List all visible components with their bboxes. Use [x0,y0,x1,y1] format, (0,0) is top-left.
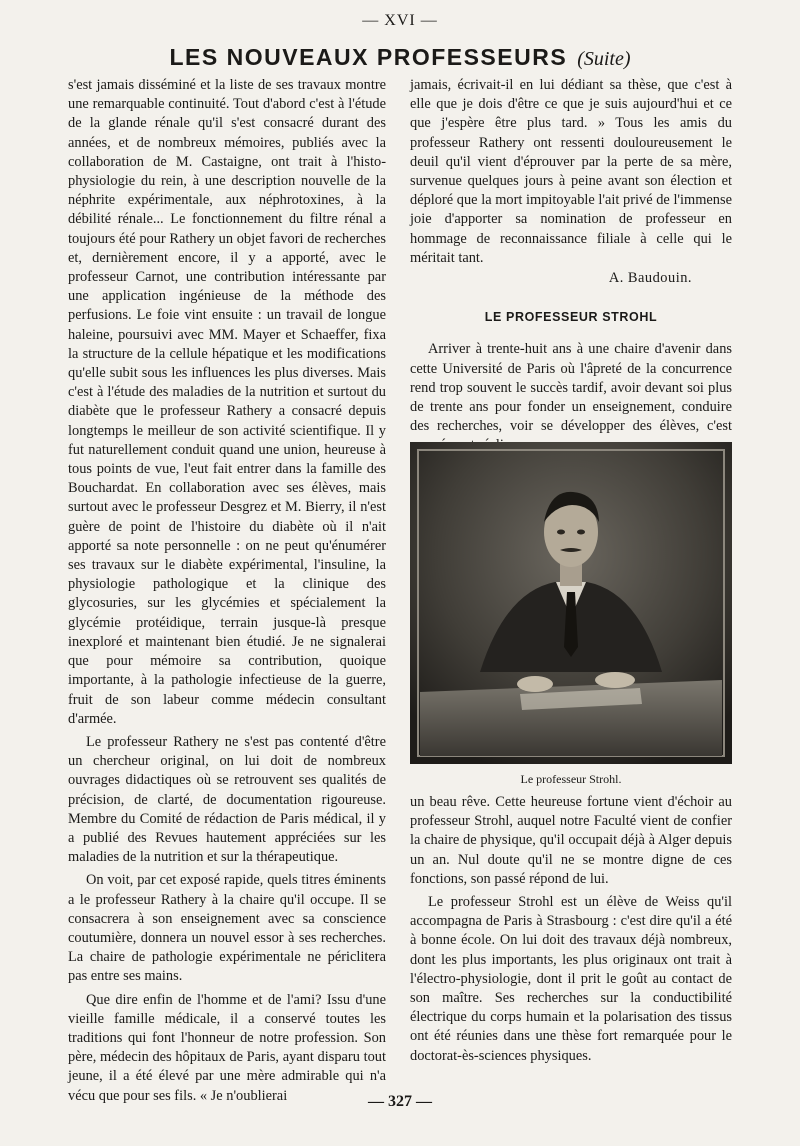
right-lower-paragraph-1: un beau rêve. Cette heureuse fortune vient d'échoir au professeur Strohl, auquel notre Faculté vient de confier la chaire de physique, qu'il occupait déjà à Alger depuis un an. Nul doute qu'il ne se montre digne de ces fonctions, son passé répond de lui. [410,794,732,887]
right-paragraph-1: jamais, écrivait-il en lui dédiant sa thèse, que c'est à elle que je dois d'être ce que je suis aujourd'hui et ce que j'espère être plus tard. » Tous les amis du professeur Rathery ont ressenti douloureusement le deuil qu'il vient d'éprouver par la perte de sa mère, survenue quelques jours à peine avant son élection et déploré que la mort impitoyable l'ait privé de l'immense joie d'apporter sa nomination de professeur en hommage de reconnaissance filiale à celle qui le méritait tant. [410,77,732,266]
left-column [68,76,386,1104]
left-paragraph-4: Que dire enfin de l'homme et de l'ami? Issu d'une vieille famille médicale, il a conservé toutes les traditions qui font l'honneur de notre profession. Son père, médecin des hôpitaux de Paris, ayant disparu tout jeune, il a été élevé par une mère admirable qui n'a vécu que pour ses fils. « Je n'oublierai [68,991,386,1104]
left-paragraph-3: On voit, par cet exposé rapide, quels titres éminents a le professeur Rathery à la chaire qu'il occupe. Il se consacrera à son enseignement avec sa conscience coutumière, donnera un nouvel essor à ses recherches. La chaire de pathologie expérimentale ne périclitera pas entre ses mains. [68,872,386,985]
page-header [0,44,800,71]
roman-page-number: — XVI — [362,12,438,29]
left-paragraph-1: s'est jamais disséminé et la liste de ses travaux montre une remarquable continuité. Tout d'abord c'est à l'étude de la glande rénale qu'il s'est consacré durant des années, et de nombreux mémoires, publiés avec la collaboration de M. Castaigne, ont trait à l'histo-physiologie du rein, à une description nouvelle de la néphrite expérimentale, aux néphrotoxines, à la débilité rénale... Le fonctionnement du filtre rénal a toujours été pour Rathery un objet favori de recherches et, dernièrement encore, il y a apporté, avec le professeur Carnot, une contribution intéressante par une application ingénieuse de la méthode des perfusions. Le foie vint ensuite : un travail de longue haleine, poursuivi avec MM. Mayer et Schaeffer, fixa la structure de la cellule hépatique et les modifications qu'elle subit sous les influences les plus diverses. Mais c'est à l'étude des maladies de la nutrition et surtout du diabète que le professeur Rathery a consacré depuis longtemps le meilleur de son activité scientifique. Il y fut naturellement conduit quand une union, heureuse à tous points de vue, l'eut fait entrer dans la famille des Bouchardat. En collaboration avec ses élèves, mais surtout avec le professeur Desgrez et M. Bierry, il n'est guère de point de l'histoire du diabète où il n'ait apporté sa note personnelle : on ne peut qu'énumérer ses travaux sur le diabète expérimental, l'insuline, la physiologie pathologique et la clinique des glycosuries, sur les glycémies et spécialement la glycémie protéidique, terrain jusque-là presque inexploré et maintenant bien étudié. Je ne signalerai que pour mémoire sa contribution, quoique importante, à la pathologie infectieuse de la guerre, fruit de son labeur comme médecin consultant d'armée. [68,77,386,727]
portrait-photo [410,442,732,764]
left-paragraph-2: Le professeur Rathery ne s'est pas contenté d'être un chercheur original, on lui doit de nombreux ouvrages didactiques où se retrouvent ses qualités de précision, de clarté, de documentation rigoureuse. Membre du Comité de rédaction de Paris médical, il y a publié des Revues hautement appréciées sur les maladies de la nutrition et sur la thérapeutique. [68,733,386,866]
page-number: — 327 — [368,1093,432,1110]
right-lower-paragraph-2: Le professeur Strohl est un élève de Weiss qu'il accompagna de Paris à Strasbourg : c'est dire qu'il a été à bonne école. On lui doit des travaux déjà nombreux, dont les plus importants, les plus originaux ont trait à l'électro-physiologie, dont il prit le goût au contact de son maître. Ses recherches sur la conductibilité électrique du corps humain et la polarisation des tissus ont été réunies dans une thèse fort remarquée pour le doctorat-ès-sciences physiques. [410,894,732,1064]
section-heading: LE PROFESSEUR STROHL [484,310,658,325]
photo-caption: Le professeur Strohl. [520,772,622,786]
article-signature: A. Baudouin. [608,270,692,287]
title-suite: (Suite) [577,48,631,70]
page-title: LES NOUVEAUX PROFESSEURS [169,44,568,70]
portrait-illustration [410,442,732,764]
right-column-lower [410,793,732,1066]
section-intro: Arriver à trente-huit ans à une chaire d'avenir dans cette Université de Paris où l'âpreté de la concurrence rend trop souvent le succès tardif, avoir devant soi plus de trente ans pour fonder un enseignement, conduire des recherches, voir se développer des élèves, c'est [410,341,732,435]
right-column [410,76,732,456]
